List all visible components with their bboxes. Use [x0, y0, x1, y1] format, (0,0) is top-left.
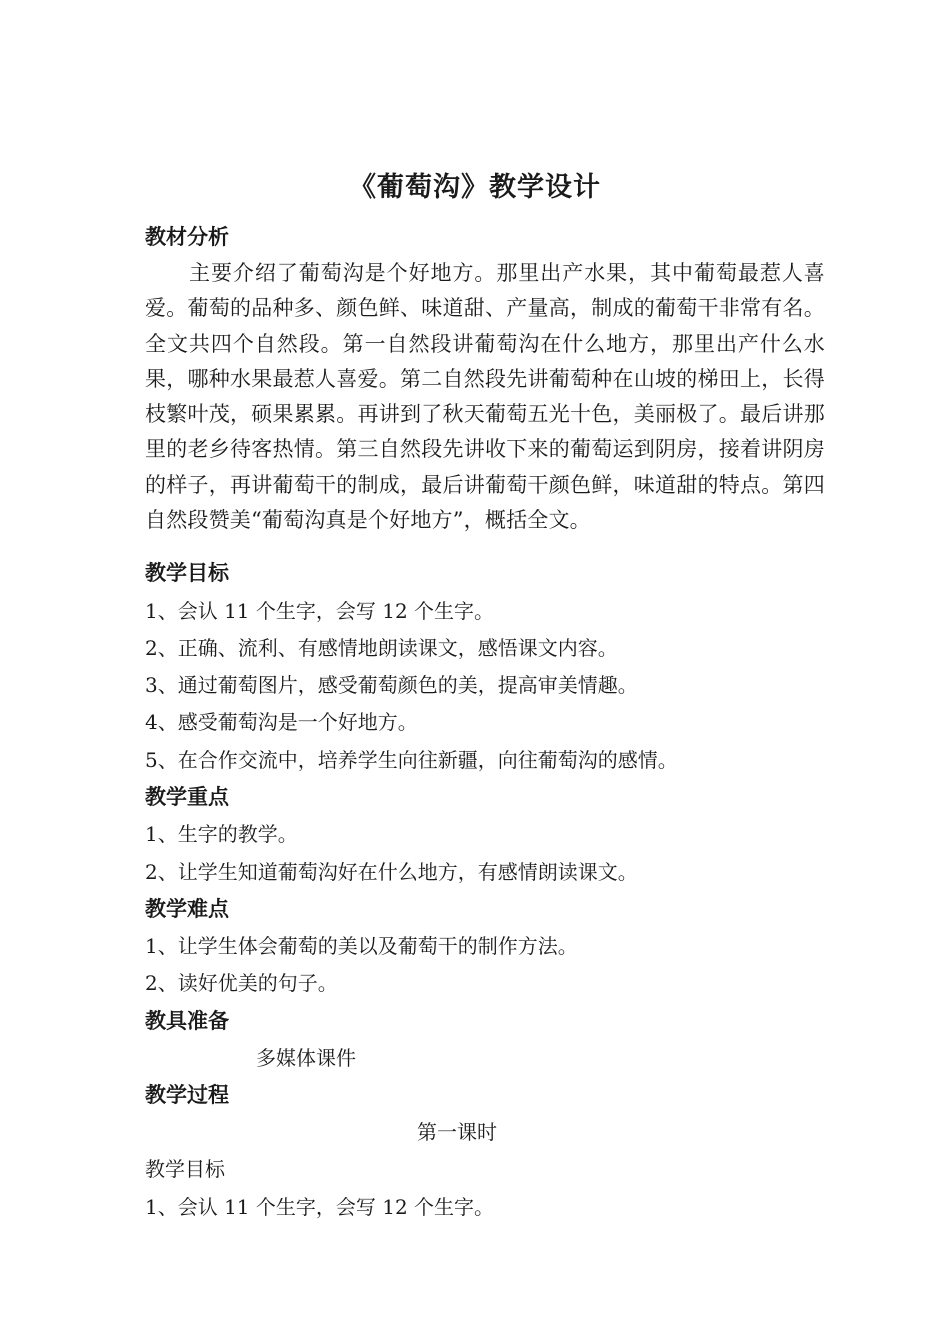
section-heading-goals: 教学目标 [145, 561, 229, 585]
document-title: 《葡萄沟》教学设计 [349, 172, 601, 203]
key-point-item: 2、让学生知道葡萄沟好在什么地方，有感情朗读课文。 [145, 860, 638, 884]
process-item: 1、会认 11 个生字，会写 12 个生字。 [145, 1195, 495, 1219]
goal-item: 1、会认 11 个生字，会写 12 个生字。 [145, 599, 495, 623]
analysis-paragraph: 主要介绍了葡萄沟是个好地方。那里出产水果，其中葡萄最惹人喜爱。葡萄的品种多、颜色鲜、味道甜、产量高，制成的葡萄干非常有名。全文共四个自然段。第一自然段讲葡萄沟在什么地方，那里出产什么水果，哪种水果最惹人喜爱。第二自然段先讲葡萄种在山坡的梯田上，长得枝繁叶茂，硕果累累。再讲到了秋天葡萄五光十色，美丽极了。最后讲那里的老乡待客热情。第三自然段先讲收下来的葡萄运到阴房，接着讲阴房的样子，再讲葡萄干的制成，最后讲葡萄干颜色鲜，味道甜的特点。第四自然段赞美“葡萄沟真是个好地方”，概括全文。 [145, 261, 825, 533]
section-heading-key-points: 教学重点 [145, 785, 229, 809]
section-heading-materials: 教具准备 [145, 1009, 229, 1033]
goal-item: 3、通过葡萄图片，感受葡萄颜色的美，提高审美情趣。 [145, 673, 638, 697]
difficulty-item: 1、让学生体会葡萄的美以及葡萄干的制作方法。 [145, 934, 578, 958]
goal-item: 5、在合作交流中，培养学生向往新疆，向往葡萄沟的感情。 [145, 748, 678, 772]
difficulty-item: 2、读好优美的句子。 [145, 971, 338, 995]
process-sub-heading: 教学目标 [145, 1157, 225, 1181]
goal-item: 4、感受葡萄沟是一个好地方。 [145, 710, 418, 734]
key-point-item: 1、生字的教学。 [145, 822, 298, 846]
goal-item: 2、正确、流利、有感情地朗读课文，感悟课文内容。 [145, 636, 618, 660]
section-heading-process: 教学过程 [145, 1083, 229, 1107]
lesson-label: 第一课时 [417, 1120, 497, 1144]
section-heading-analysis: 教材分析 [145, 225, 229, 249]
materials-text: 多媒体课件 [256, 1046, 356, 1070]
section-heading-difficulties: 教学难点 [145, 897, 229, 921]
